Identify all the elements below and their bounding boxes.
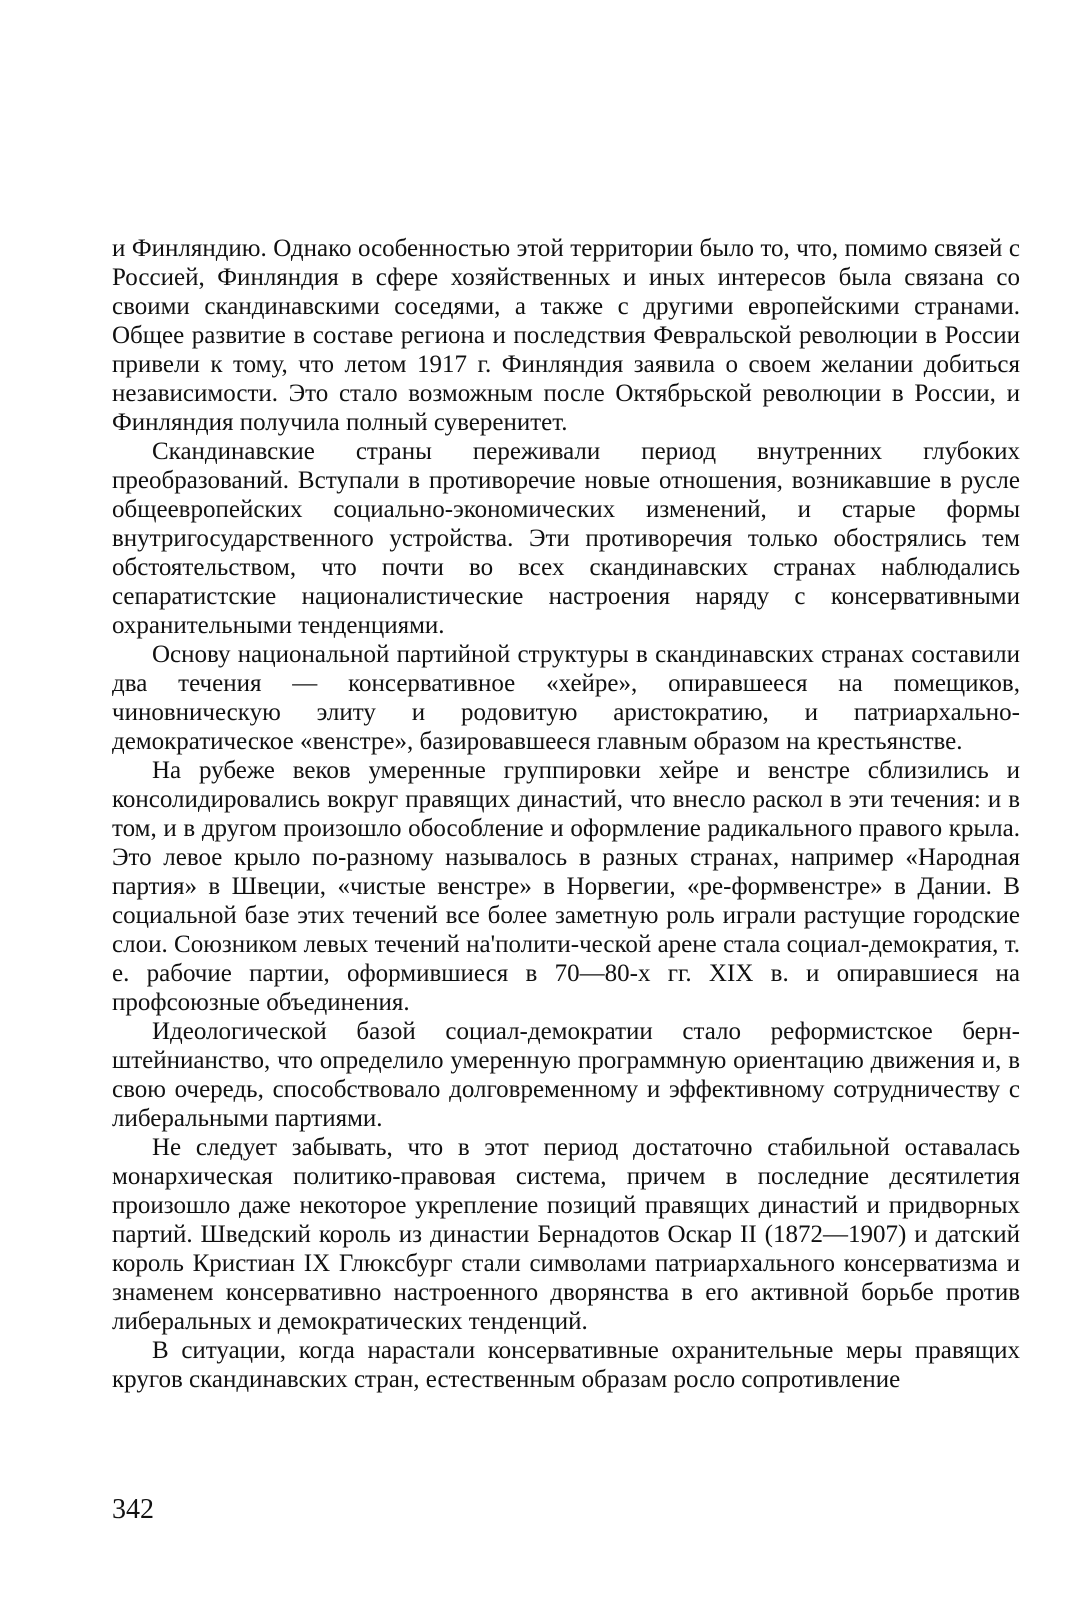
paragraph: Скандинавские страны переживали период внутренних глубоких преобразований. Вступали в противоречие новые отношения, возникавшие в русле общеевропейских социально-экономических изменений, и старые формы внутригосударственного устройства. Эти противоречия только обострялись тем обстоятельством, что почти во всех скандинавских странах наблюдались сепаратистские националистические настроения наряду с консервативными охранительными тенденциями. — [112, 438, 1020, 639]
paragraph: Основу национальной партийной структуры в скандинавских странах составили два течения — консервативное «хейре», опиравшееся на помещиков, чиновническую элиту и родовитую аристократию, и патриархально-демократическое «венстре», базировавшееся главным образом на крестьянстве. — [112, 641, 1020, 755]
paragraph: Идеологической базой социал-демократии стало реформистское берн-штейнианство, что определило умеренную программную ориентацию движения и, в свою очередь, способствовало долговременному и эффективному сотрудничеству с либеральными партиями. — [112, 1018, 1020, 1132]
paragraph: и Финляндию. Однако особенностью этой территории было то, что, помимо связей с Россией, Финляндия в сфере хозяйственных и иных интересов была связана со своими скандинавскими соседями, а также с другими европейскими странами. Общее развитие в составе региона и последствия Февральской революции в России привели к тому, что летом 1917 г. Финляндия заявила о своем желании добиться независимости. Это стало возможным после Октябрьской революции в России, и Финляндия получила полный суверенитет. — [112, 235, 1020, 436]
paragraph: Не следует забывать, что в этот период достаточно стабильной оставалась монархическая политико-правовая система, причем в последние десятилетия произошло даже некоторое укрепление позиций правящих династий и придворных партий. Шведский король из династии Бернадотов Оскар II (1872—1907) и датский король Кристиан IX Глюксбург стали символами патриархального консерватизма и знаменем консервативно настроенного дворянства в его активной борьбе против либеральных и демократических тенденций. — [112, 1134, 1020, 1335]
paragraph: На рубеже веков умеренные группировки хейре и венстре сблизились и консолидировались вокруг правящих династий, что внесло раскол в эти течения: и в том, и в другом произошло обособление и оформление радикального правого крыла. Это левое крыло по-разному называлось в разных странах, например «Народная партия» в Швеции, «чистые венстре» в Норвегии, «ре-формвенстре» в Дании. В социальной базе этих течений все более заметную роль играли растущие городские слои. Союзником левых течений на'полити-ческой арене стала социал-демократия, т. е. рабочие партии, оформившиеся в 70—80-х гг. XIX в. и опиравшиеся на профсоюзные объединения. — [112, 757, 1020, 1016]
paragraph: В ситуации, когда нарастали консервативные охранительные меры правящих кругов скандинавских стран, естественным образам росло сопротивление — [112, 1337, 1020, 1393]
page-body — [112, 234, 1020, 1394]
page-number: 342 — [112, 1494, 154, 1525]
